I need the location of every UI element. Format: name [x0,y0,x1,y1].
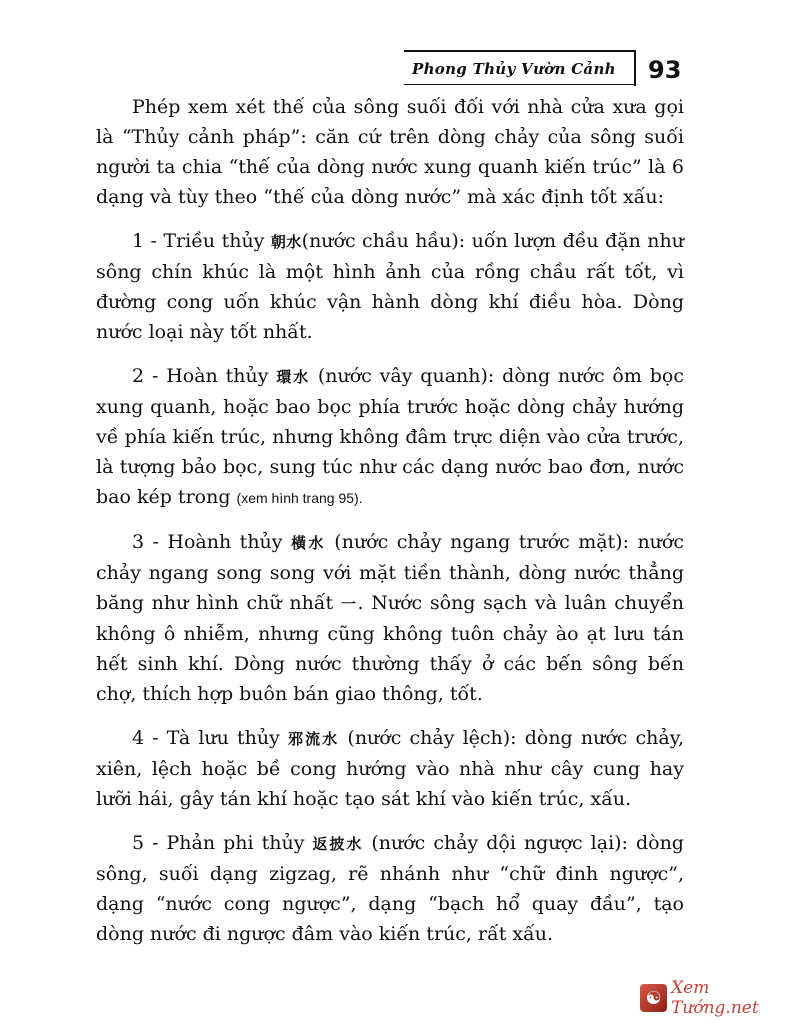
paragraph-5 [96,828,684,949]
p2-figure-note: (xem hình trang 95). [236,490,363,506]
watermark-text: Xem Tướng.net [671,978,759,1018]
p5-lead: 5 - Phản phi thủy [132,832,313,854]
running-header [404,42,682,86]
p3-lead: 3 - Hoành thủy [132,531,291,553]
paragraph-2 [96,361,684,513]
header-top-rule [404,50,634,52]
p1-text: (nước chầu hầu): uốn lượn đều đặn như sông chín khúc là một hình ảnh của rồng chầu rất tốt, vì đường cong uốn khúc vận hành dòng khí điều hòa. Dòng nước loại này tốt nhất. [96,230,684,343]
header-vertical-rule [634,50,636,86]
p2-hanzi: 環水 [276,368,310,386]
p5-text: (nước chảy dội ngược lại): dòng sông, suối dạng zigzag, rẽ nhánh như “chữ đinh ngược”, dạng “nước cong ngược”, dạng “bạch hổ quay đầu”, tạo dòng nước đi ngược đâm vào kiến trúc, rất xấu. [96,832,684,945]
intro-paragraph: Phép xem xét thế của sông suối đối với nhà cửa xưa gọi là “Thủy cảnh pháp”: căn cứ trên dòng chảy của sông suối người ta chia “thế của dòng nước xung quanh kiến trúc” là 6 dạng và tùy theo “thế của dòng nước” mà xác định tốt xấu: [96,96,684,208]
header-bottom-rule [404,84,634,85]
yin-yang-icon: ☯ [640,984,667,1012]
p4-text: (nước chảy lệch): dòng nước chảy, xiên, lệch hoặc bề cong hướng vào nhà như cây cung hay lưỡi hái, gây tán khí hoặc tạo sát khí vào kiến trúc, xấu. [96,727,684,810]
paragraph-4 [96,723,684,814]
p1-lead: 1 - Triều thủy [132,230,271,252]
body-text [96,92,684,963]
p2-lead: 2 - Hoàn thủy [132,365,277,387]
p1-hanzi: 朝水 [270,233,302,251]
p3-hanzi-nhat: 一 [340,595,358,613]
site-watermark [640,978,798,1018]
running-title: Phong Thủy Vườn Cảnh [412,60,616,78]
p5-hanzi: 返披水 [312,835,364,853]
p2-text: (nước vây quanh): dòng nước ôm bọc xung quanh, hoặc bao bọc phía trước hoặc dòng chảy hướng về phía kiến trúc, nhưng không đâm trực diện vào cửa trước, là tượng bảo bọc, sung túc như các dạng nước bao đơn, nước bao kép trong [96,365,684,508]
p4-hanzi: 邪流水 [288,730,340,748]
p3-text-a: (nước chảy ngang trước mặt): nước chảy ngang song song với mặt tiền thành, dòng nước thẳng băng như hình chữ nhất [96,531,684,614]
p3-text-b: . Nước sông sạch và luân chuyển không ô nhiễm, nhưng cũng không tuôn chảy ào ạt lưu tán hết sinh khí. Dòng nước thường thấy ở các bến sông bến chợ, thích hợp buôn bán giao thông, tốt. [96,592,684,705]
p3-hanzi: 橫水 [291,534,326,552]
p4-lead: 4 - Tà lưu thủy [132,727,288,749]
paragraph-1 [96,226,684,347]
paragraph-3 [96,527,684,709]
page-number: 93 [648,56,682,84]
